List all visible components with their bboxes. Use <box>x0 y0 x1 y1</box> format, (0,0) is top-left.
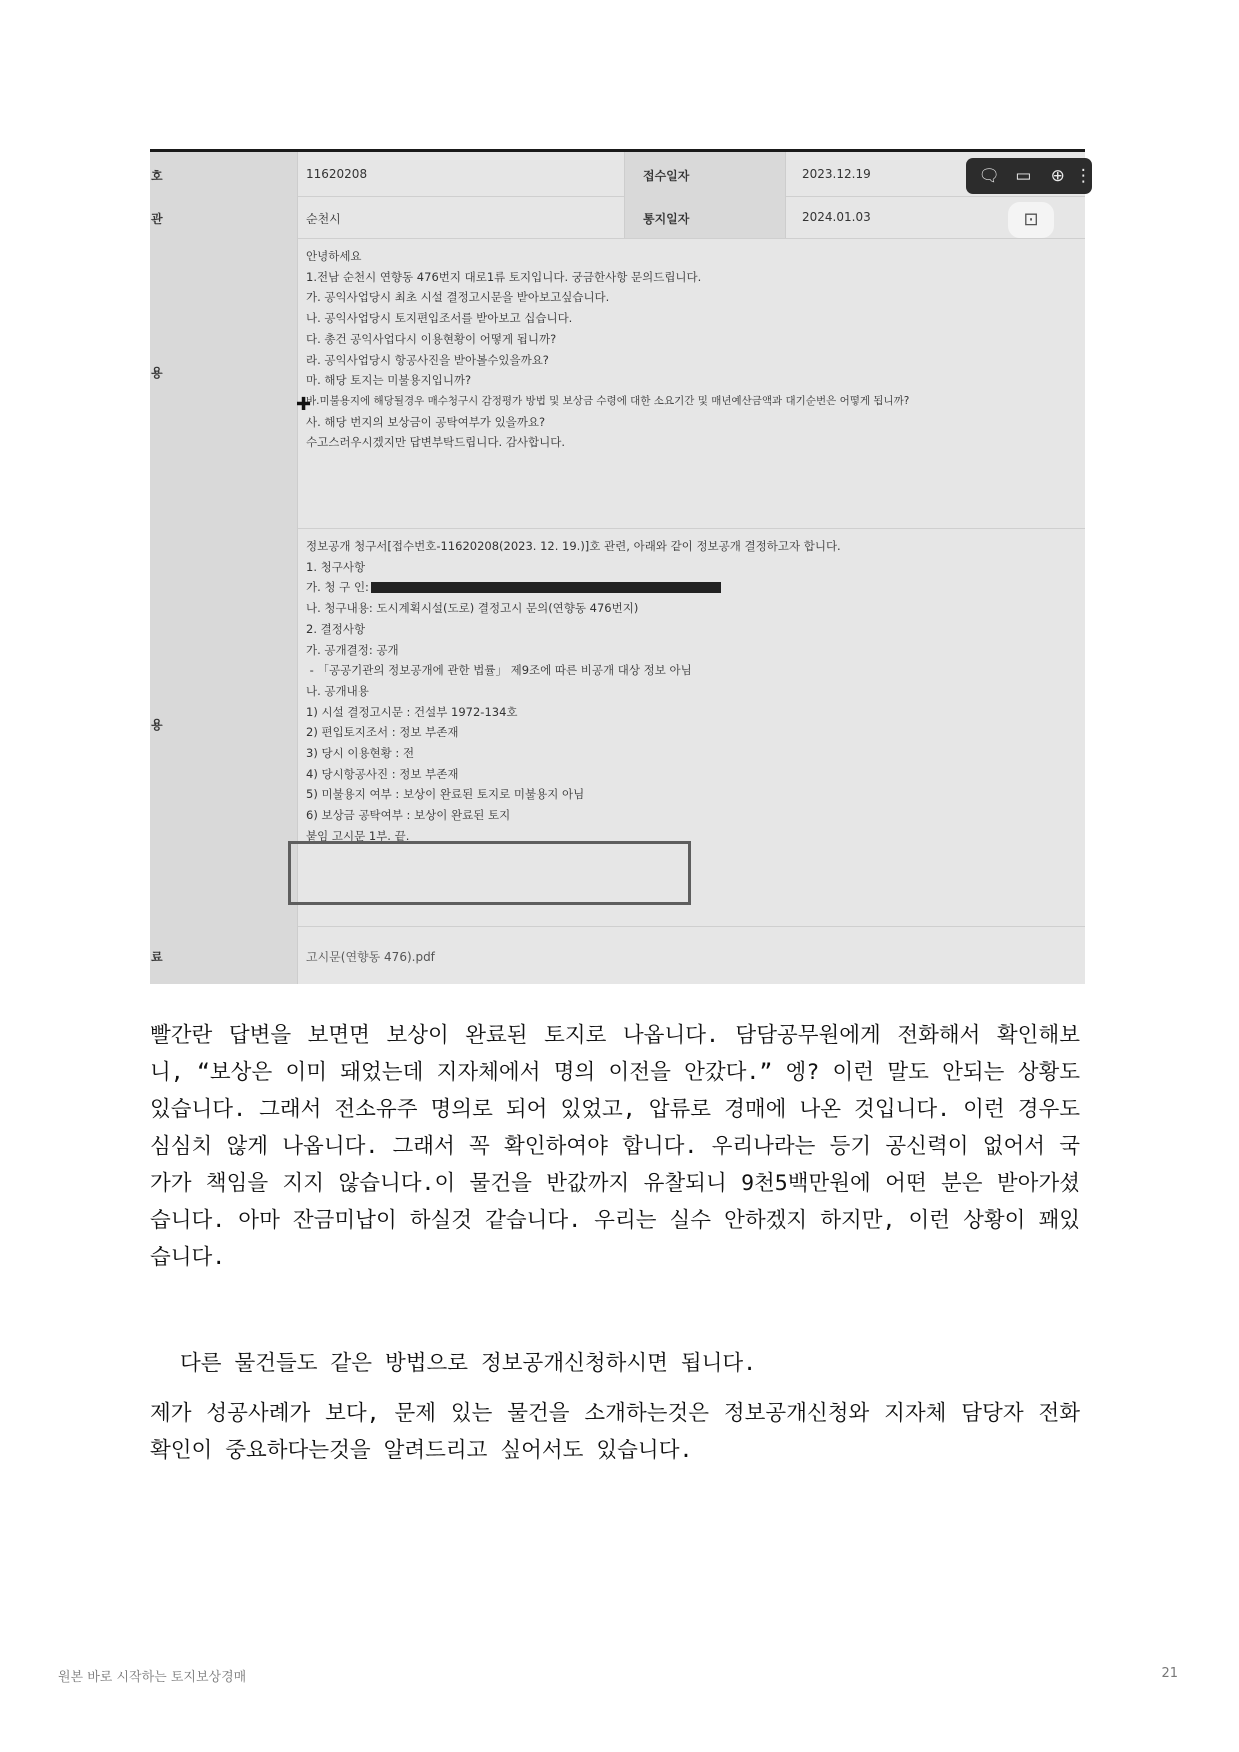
agency-label: 관 <box>151 212 163 226</box>
screen-icon[interactable]: ▭ <box>1015 166 1032 186</box>
redaction-bar <box>371 582 721 593</box>
receipt-date-label: 접수일자 <box>643 169 690 183</box>
receipt-row <box>150 152 1085 197</box>
body-paragraph-1: 빨간란 답변을 보면면 보상이 완료된 토지로 나옵니다. 담담공무원에게 전화해서 확인해보니, “보상은 이미 돼었는데 지자체에서 명의 이전을 안갔다.” 엥? 이런 말도 안되는 상황도 있습니다. 그래서 전소유주 명의로 되어 있었고, 압류로 경매에 나온 것입니다. 이런 경우도 심심치 않게 나옵니다. 그래서 꼭 확인하여야 합니다. 우리나라는 등기 공신력이 없어서 국가가 책임을 지지 않습니다.이 물건을 반값까지 유찰되니 9천5백만원에 어떤 분은 받아가셨습니다. 아마 잔금미납이 하실것 같습니다. 우리는 실수 안하겠지 하지만, 이런 상황이 꽤있습니다. <box>150 1023 1080 1270</box>
body-paragraph-2: 다른 물건들도 같은 방법으로 정보공개신청하시면 됩니다. <box>180 1351 757 1376</box>
attachment-label: 료 <box>151 950 163 964</box>
footer-book-title: 원본 바로 시작하는 토지보상경매 <box>58 1670 247 1685</box>
more-icon[interactable]: ⋮ <box>1074 166 1092 186</box>
body-paragraph-3: 제가 성공사례가 보다, 문제 있는 물건을 소개하는것은 정보공개신청와 지자체 담당자 전화 확인이 중요하다는것을 알려드리고 싶어서도 있습니다. <box>150 1401 1080 1463</box>
image-toolbar <box>966 158 1092 194</box>
visual-search-icon[interactable]: ⊡ <box>1008 202 1054 238</box>
request-content-label: 용 <box>151 366 163 380</box>
comment-icon[interactable]: 🗨 <box>978 166 1000 186</box>
download-icon[interactable]: ⊕ <box>1050 166 1065 186</box>
notice-date-label: 통지일자 <box>643 212 690 226</box>
agency-row <box>150 196 1085 239</box>
claimant-label: 가. 청 구 인: <box>306 580 369 595</box>
request-content-row <box>150 238 1085 529</box>
highlight-box <box>288 841 691 905</box>
answer-content-label: 용 <box>151 718 163 732</box>
notice-date: 2024.01.03 <box>802 210 871 224</box>
footer-page-number: 21 <box>1161 1666 1178 1681</box>
attachment-filename: 고시문(연향동 476).pdf <box>306 950 435 964</box>
cursor-cross-icon: ✚ <box>296 394 312 415</box>
attachment-row <box>150 926 1085 984</box>
receipt-number-label: 호 <box>151 169 163 183</box>
receipt-number: 11620208 <box>306 167 368 181</box>
agency-name: 순천시 <box>306 212 341 226</box>
answer-content-text: 정보공개 청구서[접수번호-11620208(2023. 12. 19.)]호 관련, 아래와 같이 정보공개 결정하고자 합니다. 1. 청구사항 가. 청 구 인: 나. 청구내용: 도시계획시설(도로) 결정고시 문의(연향동 476번지) 2. 결정사항 가. 공개결정: 공개 - 「공공기관의 정보공개에 관한 법률」 제9조에 따른 비공개 대상 정보 아님 나. 공개내용 1) 시설 결정고시문 : 건설부 1972-134호 2) 편입토지조서 : 정보 부존재 3) 당시 이용현황 : 전 4) 당시항공사진 : 정보 부존재 5) 미불용지 여부 : 보상이 완료된 토지로 미불용지 아님 6) 보상금 공탁여부 : 보상이 완료된 토지 붙임 고시문 1부. 끝. <box>306 539 841 843</box>
request-content-text: 안녕하세요 1.전남 순천시 연향동 476번지 대로1류 토지입니다. 궁금한사항 문의드립니다. 가. 공익사업당시 최초 시설 결정고시문을 받아보고싶습니다. 나. 공익사업당시 토지편입조서를 받아보고 십습니다. 다. 총건 공익사업다시 이용현황이 어떻게 됩니까? 라. 공익사업당시 항공사진을 받아볼수있을까요? 마. 해당 토지는 미불용지입니까? 바.미불용지에 해당될경우 매수청구시 감정평가 방법 및 보상금 수령에 대한 소요기간 및 매년예산금액과 대기순번은 어떻게 됩니까? 사. 해당 번지의 보상금이 공탁여부가 있을까요? 수고스러우시겠지만 답변부탁드립니다. 감사합니다. <box>306 249 910 450</box>
document-screenshot <box>150 149 1092 984</box>
receipt-date: 2023.12.19 <box>802 167 871 181</box>
